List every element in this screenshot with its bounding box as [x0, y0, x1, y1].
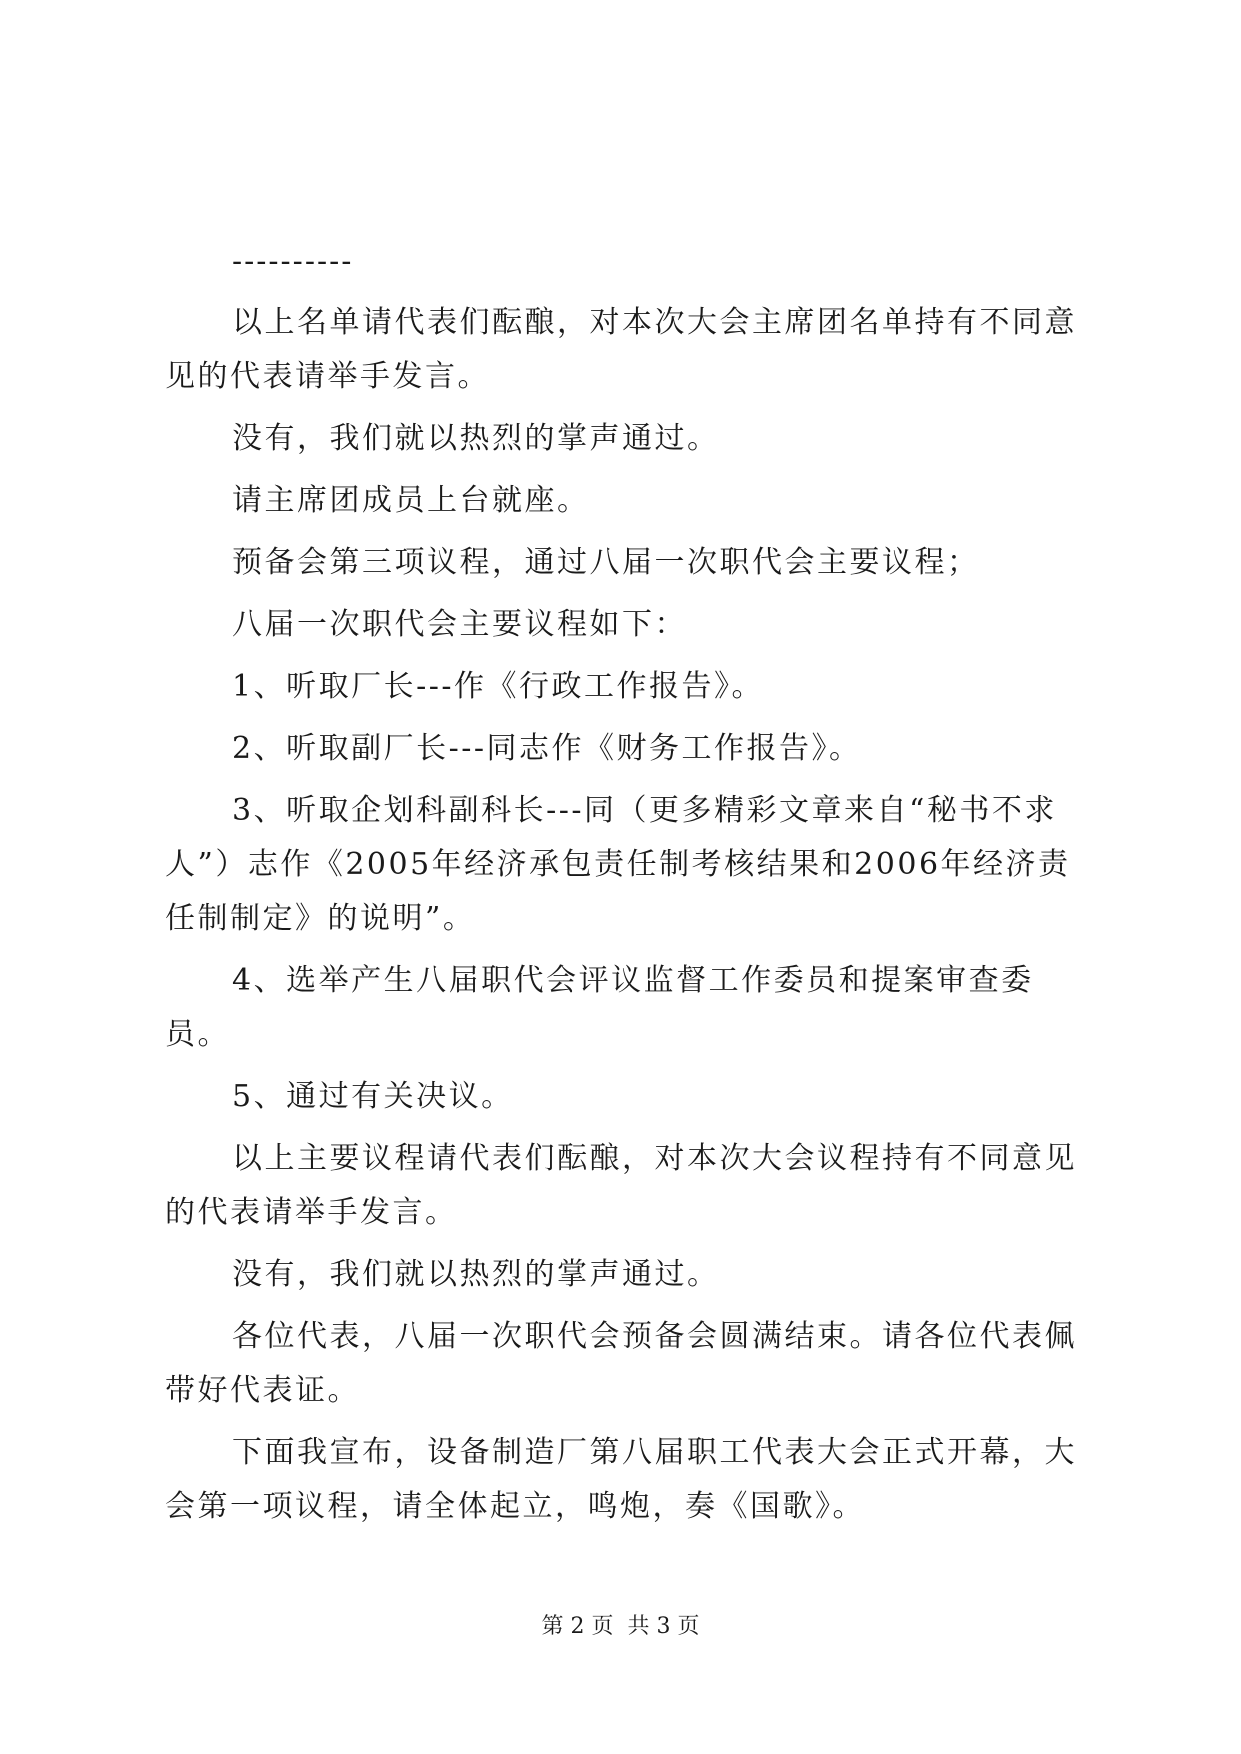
paragraph: 请主席团成员上台就座。: [232, 483, 590, 518]
document-body: [165, 296, 1085, 1542]
paragraph: 以上名单请代表们酝酿，对本次大会主席团名单持有不同意见的代表请举手发言。: [165, 305, 1077, 394]
paragraph: 以上主要议程请代表们酝酿，对本次大会议程持有不同意见的代表请举手发言。: [165, 1141, 1077, 1230]
paragraph: 各位代表，八届一次职代会预备会圆满结束。请各位代表佩带好代表证。: [165, 1319, 1077, 1408]
agenda-item: 3、听取企划科副科长---同（更多精彩文章来自“秘书不求人”）志作《2005年经济承包责任制考核结果和2006年经济责任制制定》的说明”。: [165, 793, 1071, 936]
paragraph: 下面我宣布，设备制造厂第八届职工代表大会正式开幕，大会第一项议程，请全体起立，鸣炮，奏《国歌》。: [165, 1435, 1077, 1524]
agenda-item: 4、选举产生八届职代会评议监督工作委员和提案审查委员。: [165, 963, 1034, 1052]
agenda-item: 5、通过有关决议。: [232, 1079, 514, 1114]
paragraph: 八届一次职代会主要议程如下：: [232, 607, 687, 642]
paragraph: 没有，我们就以热烈的掌声通过。: [232, 1257, 720, 1292]
separator-line: ----------: [232, 244, 354, 279]
paragraph: 没有，我们就以热烈的掌声通过。: [232, 421, 720, 456]
agenda-item: 1、听取厂长---作《行政工作报告》。: [232, 669, 764, 704]
page-number-footer: 第 2 页 共 3 页: [541, 1614, 700, 1639]
agenda-item: 2、听取副厂长---同志作《财务工作报告》。: [232, 731, 862, 766]
paragraph: 预备会第三项议程，通过八届一次职代会主要议程；: [232, 545, 980, 580]
